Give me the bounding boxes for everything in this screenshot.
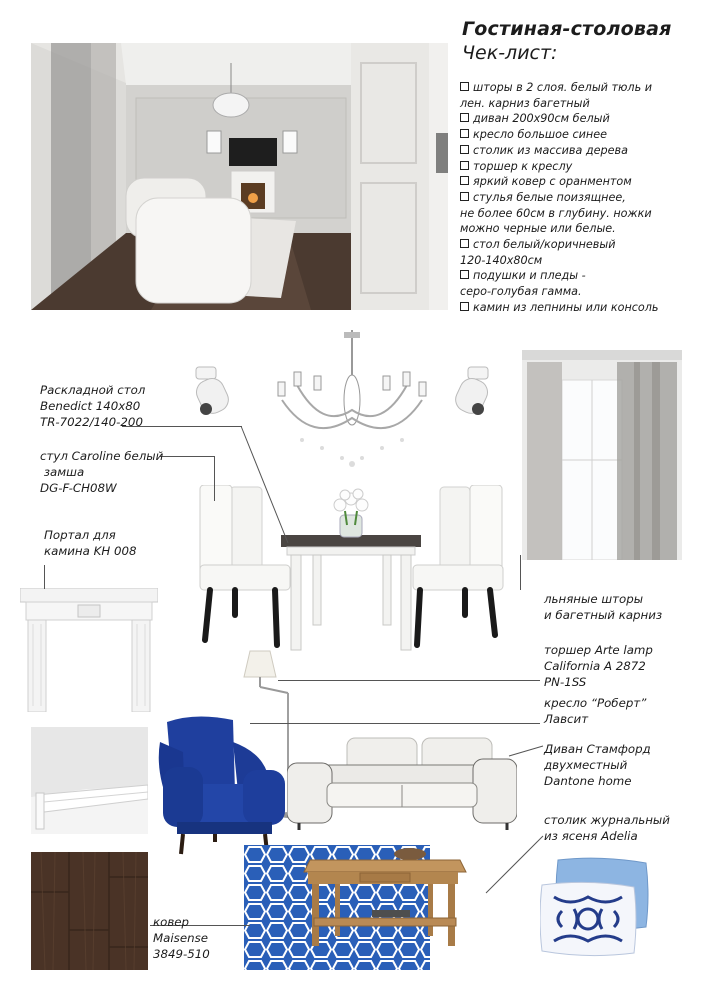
coffee-table-image (300, 842, 468, 950)
checkbox-icon (460, 302, 469, 311)
checkbox-icon (460, 239, 469, 248)
spotlight-right-image (448, 365, 494, 420)
rug-label-line-2: Maisense (153, 931, 208, 945)
portal-label-line-2: камина KH 008 (44, 544, 137, 558)
living-room-photo (31, 43, 448, 310)
checklist-item-text: не более 60см в глубину. ножки (460, 206, 652, 220)
checklist-item (460, 253, 696, 269)
armchair-image (155, 712, 290, 857)
checklist-item-text: диван 200х90см белый (473, 112, 610, 126)
checklist-item-text: лен. карниз багетный (460, 96, 590, 110)
lamp-label-line-1: торшер Arte lamp (544, 643, 653, 657)
checklist-item (460, 206, 696, 222)
checkbox-icon (460, 176, 469, 185)
sofa-leader-diagonal (508, 745, 544, 757)
checklist-item-text: яркий ковер с оранментом (473, 175, 632, 189)
checklist-item (460, 127, 696, 143)
checkbox-icon (460, 192, 469, 201)
curtains-label-line-1: льняные шторы (544, 592, 644, 606)
sofa-label (544, 741, 651, 789)
portal-label-line-1: Портал для (44, 528, 116, 542)
checklist-item (460, 237, 696, 253)
chair-label-line-1: стул Caroline белый (40, 449, 164, 463)
checklist-item-text: столик из массива дерева (473, 143, 628, 157)
checklist-item (460, 300, 696, 316)
table-label (40, 382, 145, 430)
armchair-label-line-1: кресло “Роберт” (544, 696, 647, 710)
armchair-label-line-2: Лавсит (544, 712, 589, 726)
checklist-item (460, 268, 696, 284)
table-label-line-1: Раскладной стол (40, 383, 146, 397)
checklist-item-text: камин из лепнины или консоль (473, 300, 659, 314)
checklist-item-text: серо-голубая гамма. (460, 285, 582, 299)
checkbox-icon (460, 145, 469, 154)
wood-floor-photo (31, 852, 148, 970)
chair-label (40, 448, 163, 496)
page-subtitle: Чек-лист: (462, 42, 558, 64)
checklist-item (460, 96, 696, 112)
checkbox-icon (460, 161, 469, 170)
checklist-item-text: стол белый/коричневый (473, 238, 616, 252)
rug-label (153, 914, 210, 962)
lamp-label-line-2: California A 2872 (544, 659, 646, 673)
coffee-table-leader-diagonal (485, 835, 545, 895)
curtains-photo (522, 350, 682, 560)
lamp-label-line-3: PN-1SS (544, 675, 587, 689)
table-label-line-3: TR-7022/140-200 (40, 415, 143, 429)
checklist-item-text: стулья белые поизящнее, (473, 190, 626, 204)
checklist-item-text: торшер к креслу (473, 159, 573, 173)
portal-label (44, 527, 137, 559)
checklist-item (460, 174, 696, 190)
checklist-item-text: кресло большое синее (473, 128, 607, 142)
coffee-table-label-line-2: из ясеня Adelia (544, 829, 638, 843)
checkbox-icon (460, 129, 469, 138)
sofa-label-line-1: Диван Стамфорд (544, 742, 651, 756)
curtains-label (544, 591, 662, 623)
fireplace-portal-image (20, 588, 158, 712)
armchair-label (544, 695, 646, 727)
checklist-item (460, 221, 696, 237)
coffee-table-label-line-1: столик журнальный (544, 813, 670, 827)
lamp-leader-line (278, 680, 540, 681)
pillows-image (540, 855, 650, 957)
page-title: Гостиная-столовая (462, 18, 672, 40)
rug-label-line-1: ковер (153, 915, 190, 929)
coffee-table-label (544, 812, 670, 844)
table-label-line-2: Benedict 140х80 (40, 399, 141, 413)
chair-leader-vertical (214, 456, 215, 501)
chair-label-line-3: DG-F-CH08W (40, 481, 117, 495)
checklist-item (460, 190, 696, 206)
checklist-item (460, 111, 696, 127)
moulding-photo (31, 727, 148, 834)
sofa-label-line-3: Dantone home (544, 774, 632, 788)
armchair-leader-line (250, 723, 540, 724)
chandelier-image (272, 330, 432, 470)
checklist (460, 80, 696, 316)
checkbox-icon (460, 82, 469, 91)
checklist-item-text: 120-140х80см (460, 253, 543, 267)
chair-label-line-2: замша (40, 465, 85, 479)
checklist-item (460, 159, 696, 175)
checkbox-icon (460, 270, 469, 279)
checklist-item (460, 80, 696, 96)
portal-leader-line (44, 565, 45, 589)
checklist-item (460, 284, 696, 300)
table-leader-diagonal (240, 425, 290, 545)
checklist-item (460, 143, 696, 159)
checkbox-icon (460, 113, 469, 122)
checklist-item-text: подушки и пледы - (473, 269, 586, 283)
curtains-label-line-2: и багетный карниз (544, 608, 663, 622)
sofa-image (287, 735, 517, 830)
sofa-label-line-2: двухместный (544, 758, 628, 772)
checklist-item-text: можно черные или белые. (460, 222, 616, 236)
rug-label-line-3: 3849-510 (153, 947, 210, 961)
spotlight-left-image (190, 365, 236, 420)
chair-leader-line (160, 456, 215, 457)
curtains-leader-line (520, 555, 521, 590)
checklist-item-text: шторы в 2 слоя. белый тюль и (473, 81, 652, 94)
lamp-label (544, 642, 653, 690)
